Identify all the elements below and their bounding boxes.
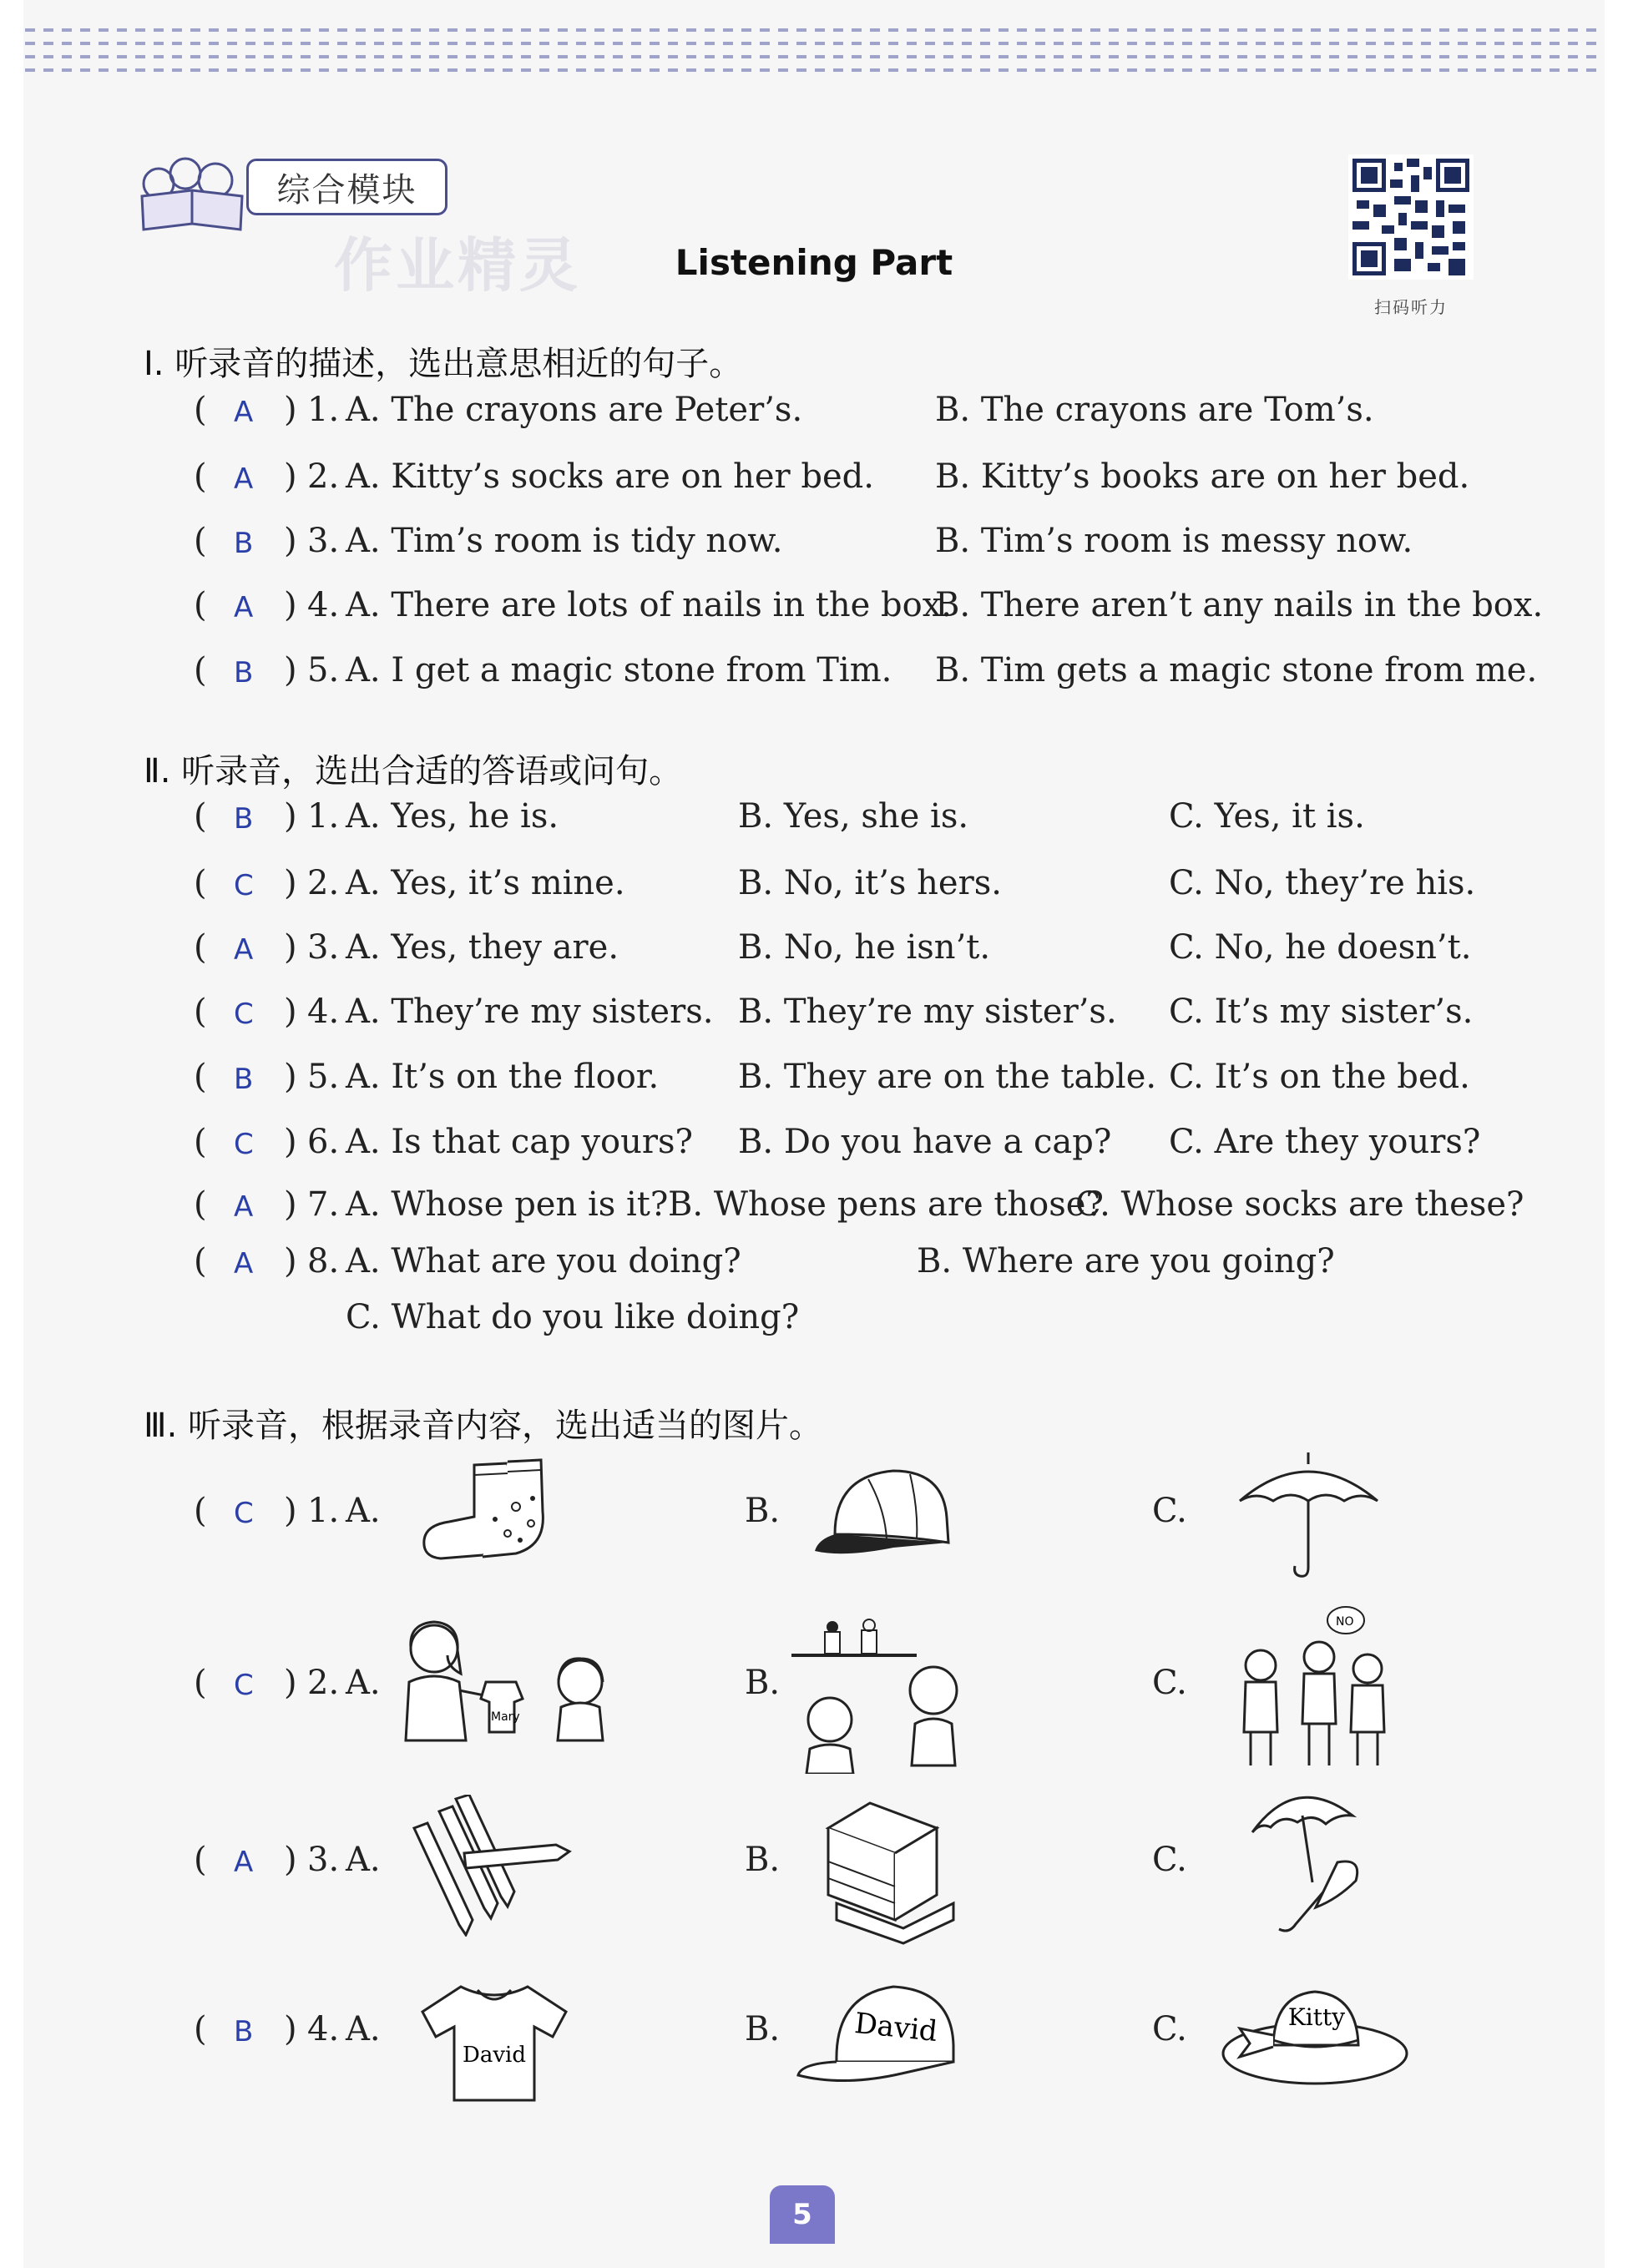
option-a[interactable]: A. What are you doing?	[346, 1242, 741, 1280]
question-number: 4.	[307, 993, 340, 1031]
answer-bracket: (	[194, 586, 207, 624]
option-c[interactable]: C. It’s my sister’s.	[1169, 993, 1474, 1031]
umbrella-icon	[1231, 1451, 1386, 1584]
answer-bracket: )	[284, 1058, 297, 1096]
option-b[interactable]: B. They are on the table.	[738, 1058, 1157, 1096]
answer-value[interactable]: C	[234, 998, 254, 1031]
question-number: 4.	[307, 2010, 340, 2048]
option-c[interactable]: C.	[1152, 2010, 1187, 2048]
answer-bracket: )	[284, 1492, 297, 1530]
option-b[interactable]: B. No, he isn’t.	[738, 928, 991, 967]
answer-bracket: )	[284, 2010, 297, 2048]
answer-bracket: (	[194, 1185, 207, 1224]
name-cap-icon	[793, 1970, 968, 2095]
shirt-tag-label: Mary	[491, 1710, 520, 1724]
option-b[interactable]: B. Tim’s room is messy now.	[935, 522, 1413, 560]
question-number: 7.	[307, 1185, 340, 1224]
question-number: 1.	[307, 1492, 340, 1530]
answer-bracket: )	[284, 1664, 297, 1702]
answer-value[interactable]: A	[234, 591, 254, 624]
answer-bracket: (	[194, 797, 207, 836]
qr-code-icon[interactable]	[1348, 154, 1474, 280]
option-a[interactable]: A. Is that cap yours?	[346, 1123, 693, 1161]
answer-value[interactable]: B	[234, 1063, 254, 1096]
section-2-heading: Ⅱ. 听录音，选出合适的答语或问句。	[144, 752, 683, 791]
answer-value[interactable]: B	[234, 656, 254, 689]
answer-bracket: (	[194, 1242, 207, 1280]
answer-bracket: (	[194, 1058, 207, 1096]
answer-bracket: (	[194, 1123, 207, 1161]
question-number: 2.	[307, 457, 340, 496]
option-a[interactable]: A. The crayons are Peter’s.	[346, 391, 803, 429]
girl-holding-shirt-icon	[376, 1615, 618, 1774]
answer-bracket: )	[284, 522, 297, 560]
answer-value[interactable]: C	[234, 1497, 254, 1530]
question-number: 3.	[307, 1841, 340, 1879]
answer-value[interactable]: B	[234, 802, 254, 836]
option-c[interactable]: C.	[1152, 1492, 1187, 1530]
tshirt-icon	[419, 1978, 569, 2104]
option-b[interactable]: B.	[745, 1841, 781, 1879]
answer-bracket: (	[194, 522, 207, 560]
option-a[interactable]: A. There are lots of nails in the box.	[346, 586, 952, 624]
answer-value[interactable]: C	[234, 1669, 254, 1702]
books-fruit-icon	[134, 150, 250, 234]
section-1-heading: Ⅰ. 听录音的描述，选出意思相近的句子。	[144, 345, 743, 383]
answer-bracket: )	[284, 457, 297, 496]
answer-value[interactable]: C	[234, 1128, 254, 1161]
answer-bracket: )	[284, 1841, 297, 1879]
question-number: 6.	[307, 1123, 340, 1161]
option-a[interactable]: A.	[346, 2010, 381, 2048]
tshirt-label: David	[463, 2043, 526, 2068]
option-a[interactable]: A.	[346, 1664, 381, 1702]
question-number: 2.	[307, 864, 340, 902]
module-label: 综合模块	[246, 159, 447, 215]
answer-value[interactable]: A	[234, 1846, 254, 1879]
hat-label: Kitty	[1287, 2003, 1346, 2031]
answer-bracket: (	[194, 391, 207, 429]
answer-bracket: )	[284, 1185, 297, 1224]
three-boys-icon	[1227, 1599, 1403, 1770]
answer-value[interactable]: B	[234, 2015, 254, 2048]
answer-bracket: )	[284, 928, 297, 967]
answer-bracket: (	[194, 993, 207, 1031]
socks-icon	[416, 1457, 574, 1573]
answer-value[interactable]: A	[234, 396, 254, 429]
option-a[interactable]: A.	[346, 1492, 381, 1530]
option-c[interactable]: C. No, he doesn’t.	[1169, 928, 1472, 967]
question-number: 5.	[307, 651, 340, 689]
option-a[interactable]: A. It’s on the floor.	[346, 1058, 660, 1096]
option-b[interactable]: B. They’re my sister’s.	[738, 993, 1117, 1031]
answer-value[interactable]: A	[234, 933, 254, 967]
option-b[interactable]: B. Tim gets a magic stone from me.	[935, 651, 1538, 689]
option-b[interactable]: B. Where are you going?	[917, 1242, 1335, 1280]
question-number: 5.	[307, 1058, 340, 1096]
answer-value[interactable]: A	[234, 462, 254, 496]
question-number: 4.	[307, 586, 340, 624]
option-c[interactable]: C.	[1152, 1841, 1187, 1879]
option-a[interactable]: A. Yes, they are.	[346, 928, 619, 967]
option-b[interactable]: B.	[745, 2010, 781, 2048]
answer-bracket: )	[284, 993, 297, 1031]
option-a[interactable]: A.	[346, 1841, 381, 1879]
option-b[interactable]: B.	[745, 1664, 781, 1702]
answer-bracket: )	[284, 586, 297, 624]
answer-bracket: )	[284, 797, 297, 836]
option-c[interactable]: C. No, they’re his.	[1169, 864, 1476, 902]
question-number: 8.	[307, 1242, 340, 1280]
answer-bracket: (	[194, 928, 207, 967]
option-c[interactable]: C. What do you like doing?	[346, 1298, 800, 1336]
question-number: 3.	[307, 928, 340, 967]
question-number: 1.	[307, 797, 340, 836]
speech-bubble-label: NO	[1336, 1615, 1354, 1629]
umbrellas-icon	[1246, 1782, 1379, 1953]
boys-looking-at-robots-icon	[791, 1615, 992, 1774]
option-b[interactable]: B. Whose pens are those?	[668, 1185, 1104, 1224]
answer-bracket: (	[194, 1492, 207, 1530]
option-b[interactable]: B. Do you have a cap?	[738, 1123, 1112, 1161]
answer-bracket: (	[194, 1664, 207, 1702]
answer-bracket: (	[194, 651, 207, 689]
crayons-icon	[406, 1795, 573, 1937]
option-b[interactable]: B. Yes, she is.	[738, 797, 969, 836]
page-title: Listening Part	[675, 242, 953, 283]
question-number: 1.	[307, 391, 340, 429]
top-dashed-border	[25, 28, 1603, 75]
qr-label: 扫码听力	[1374, 297, 1448, 317]
cap-icon	[810, 1459, 960, 1568]
answer-bracket: )	[284, 1242, 297, 1280]
watermark: 作业精灵	[334, 231, 581, 300]
option-b[interactable]: B. Kitty’s books are on her bed.	[935, 457, 1470, 496]
books-stack-icon	[811, 1795, 962, 1945]
option-a[interactable]: A. I get a magic stone from Tim.	[346, 651, 892, 689]
answer-value[interactable]: A	[234, 1190, 254, 1224]
answer-value[interactable]: B	[234, 527, 254, 560]
answer-bracket: )	[284, 864, 297, 902]
option-c[interactable]: C. Yes, it is.	[1169, 797, 1365, 836]
answer-bracket: )	[284, 651, 297, 689]
option-a[interactable]: A. Yes, it’s mine.	[346, 864, 625, 902]
option-b[interactable]: B. No, it’s hers.	[738, 864, 1002, 902]
answer-bracket: (	[194, 2010, 207, 2048]
option-c[interactable]: C.	[1152, 1664, 1187, 1702]
question-number: 3.	[307, 522, 340, 560]
answer-bracket: (	[194, 864, 207, 902]
answer-value[interactable]: A	[234, 1247, 254, 1280]
section-3-heading: Ⅲ. 听录音，根据录音内容，选出适当的图片。	[144, 1407, 823, 1445]
option-c[interactable]: C. Are they yours?	[1169, 1123, 1481, 1161]
option-a[interactable]: A. Tim’s room is tidy now.	[346, 522, 783, 560]
answer-bracket: )	[284, 391, 297, 429]
answer-bracket: (	[194, 457, 207, 496]
answer-value[interactable]: C	[234, 869, 254, 902]
option-b[interactable]: B. There aren’t any nails in the box.	[935, 586, 1544, 624]
option-c[interactable]: C. It’s on the bed.	[1169, 1058, 1470, 1096]
answer-bracket: (	[194, 1841, 207, 1879]
option-b[interactable]: B.	[745, 1492, 781, 1530]
option-c[interactable]: C. Whose socks are these?	[1075, 1185, 1524, 1224]
kitty-hat-icon	[1206, 1970, 1415, 2095]
option-a[interactable]: A. Yes, he is.	[346, 797, 559, 836]
option-a[interactable]: A. They’re my sisters.	[346, 993, 714, 1031]
page-number: 5	[770, 2185, 835, 2244]
cap-label: David	[852, 2006, 939, 2049]
option-b[interactable]: B. The crayons are Tom’s.	[935, 391, 1374, 429]
option-a[interactable]: A. Kitty’s socks are on her bed.	[346, 457, 874, 496]
answer-bracket: )	[284, 1123, 297, 1161]
question-number: 2.	[307, 1664, 340, 1702]
option-a[interactable]: A. Whose pen is it?	[346, 1185, 669, 1224]
